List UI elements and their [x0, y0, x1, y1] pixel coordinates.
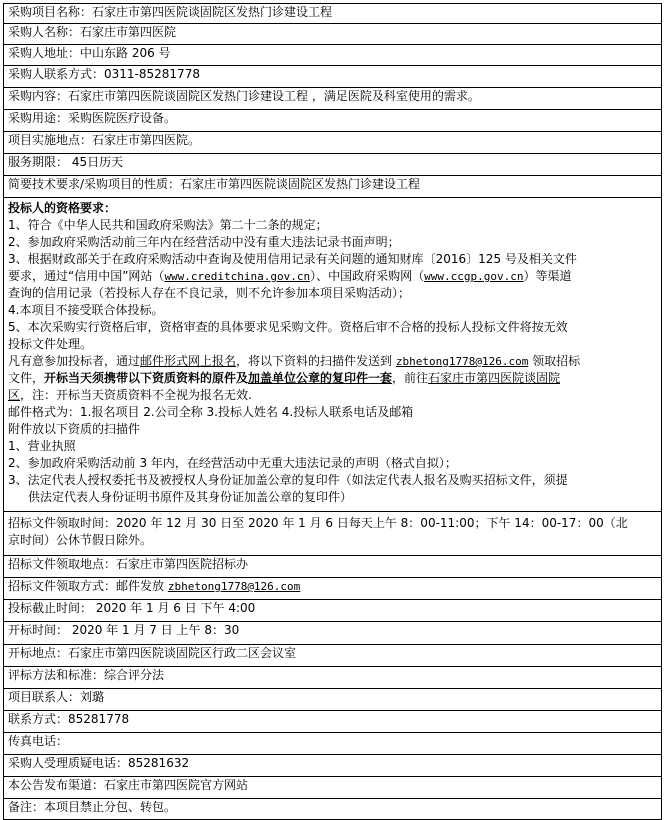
- attachment-item: 3、法定代表人授权委托书及被授权人身份证加盖公章的复印件（如法定代表人报名及购买招标文件，须提: [8, 473, 568, 487]
- field-label: 备注：: [8, 800, 45, 814]
- field-value: 45日历天: [68, 155, 124, 169]
- text-fragment: 加盖单位公章的复印件一套: [248, 371, 393, 385]
- qualification-heading: 投标人的资格要求：: [8, 201, 117, 215]
- field-value: 石家庄市第四医院谈固院区发热门诊建设工程: [92, 5, 333, 19]
- row-purchaser-address: [4, 45, 662, 66]
- row-bid-opening-place: [4, 645, 662, 667]
- qualification-item: 2、参加政府采购活动前三年内在经营活动中没有重大违法记录书面声明；: [8, 235, 400, 249]
- table-row: [4, 622, 662, 645]
- row-purchaser-name: [4, 24, 662, 45]
- row-doc-collection-time: [4, 512, 662, 556]
- field-label: 投标截止时间：: [8, 601, 93, 615]
- field-value: 刘璐: [80, 690, 105, 704]
- table-row: [4, 154, 662, 176]
- field-label: 开标地点：: [8, 646, 69, 660]
- text-fragment: ）、中国政府采购网（: [310, 269, 425, 283]
- bidder-qualification-section: [4, 198, 662, 512]
- row-implementation-site: [4, 132, 662, 154]
- table-row: [4, 777, 662, 799]
- field-label: 项目联系人：: [8, 690, 81, 704]
- qualification-item: 查询的信用记录（若投标人存在不良记录，则不允许参加本项目采购活动）；: [8, 286, 411, 300]
- field-label: 采购内容：: [8, 89, 69, 103]
- field-value: 石家庄市第四医院谈固院区发热门诊建设工程: [180, 177, 421, 191]
- mail-format: 邮件格式为：1.报名项目 2.公司全称 3.投标人姓名 4.投标人联系电话及邮箱: [8, 405, 414, 419]
- table-row: [4, 689, 662, 711]
- field-value: 85281632: [128, 756, 190, 770]
- row-bid-deadline: [4, 600, 662, 622]
- table-row: [4, 799, 662, 820]
- field-value: 京时间）公休节假日除外。: [8, 533, 153, 547]
- text-fragment: ，前往: [392, 371, 429, 385]
- table-row: [4, 645, 662, 667]
- field-label: 采购人受理质疑电话：: [8, 756, 129, 770]
- field-value: 石家庄市第四医院: [80, 25, 177, 39]
- field-value: 2020 年 1 月 6 日 下午 4:00: [92, 601, 256, 615]
- field-value: 石家庄市第四医院。: [92, 133, 201, 147]
- qualification-item: 5、本次采购实行资格后审，资格审查的具体要求见采购文件。资格后审不合格的投标人投标文件将按无效: [8, 320, 568, 334]
- table-row: [4, 733, 662, 755]
- text-fragment: 要求，通过“信用中国”网站（: [8, 269, 165, 283]
- row-fax: [4, 733, 662, 755]
- text-fragment: 凡有意参加投标者，通过: [8, 354, 141, 368]
- field-value: 85281778: [68, 712, 130, 726]
- field-value: 2020 年 12 月 30 日至 2020 年 1 月 6 日每天上午 8：00-11:00；下午 14：00-17：00（北: [116, 516, 628, 530]
- row-procurement-purpose: [4, 110, 662, 132]
- table-row: [4, 578, 662, 600]
- table-row: [4, 711, 662, 733]
- field-value: 综合评分法: [104, 668, 165, 682]
- row-contact-phone: [4, 711, 662, 733]
- row-procurement-content: [4, 88, 662, 110]
- field-label: 服务期限：: [8, 155, 69, 169]
- table-row: [4, 176, 662, 198]
- field-value: 本项目禁止分包、转包。: [44, 800, 177, 814]
- field-label: 本公告发布渠道：: [8, 778, 105, 792]
- row-project-name: [4, 4, 662, 24]
- field-label: 采购项目名称：: [8, 5, 93, 19]
- text-fragment: 开标当天须携带以下资质资料的原件及: [44, 371, 249, 385]
- table-row: [4, 24, 662, 45]
- row-service-period: [4, 154, 662, 176]
- table-row: [4, 512, 662, 556]
- field-value: 石家庄市第四医院谈固院区行政二区会议室: [68, 646, 297, 660]
- doc-email-link[interactable]: zbhetong1778@126.com: [167, 580, 301, 593]
- field-label: 招标文件领取时间：: [8, 516, 117, 530]
- attachment-item: 供法定代表人身份证明书原件及其身份证加盖公章的复印件）: [28, 490, 353, 504]
- field-value: 采购医院医疗设备。: [68, 111, 177, 125]
- field-label: 采购用途：: [8, 111, 69, 125]
- ccgp-link[interactable]: www.ccgp.gov.cn: [424, 270, 524, 283]
- qualification-item: 3、根据财政部关于在政府采购活动中查询及使用信用记录有关问题的通知财库〔2016〕125 号及相关文件: [8, 252, 577, 266]
- field-label: 联系方式：: [8, 712, 69, 726]
- field-label: 采购人联系方式：: [8, 67, 105, 81]
- table-row: [4, 110, 662, 132]
- qualification-item: [8, 268, 657, 285]
- field-label: 招标文件领取地点：: [8, 557, 117, 571]
- table-row: [4, 4, 662, 24]
- email-registration-link[interactable]: 邮件形式网上报名: [140, 354, 237, 368]
- field-label: 采购人名称：: [8, 25, 81, 39]
- qualification-item: 投标文件处理。: [8, 337, 93, 351]
- row-evaluation-method: [4, 667, 662, 689]
- text-fragment: 文件，: [8, 371, 45, 385]
- procurement-announcement-table: [3, 3, 662, 820]
- text-fragment: 区: [8, 388, 21, 402]
- attachment-heading: 附件放以下资质的扫描件: [8, 422, 141, 436]
- text-fragment: ，将以下资料的扫描件发送到: [236, 354, 396, 368]
- field-label: 开标时间：: [8, 623, 69, 637]
- registration-instruction: [8, 387, 657, 404]
- table-row: [4, 66, 662, 88]
- row-contact-person: [4, 689, 662, 711]
- row-technical-requirements: [4, 176, 662, 198]
- row-bid-opening-time: [4, 622, 662, 645]
- table-row: [4, 198, 662, 512]
- field-value: 石家庄市第四医院招标办: [116, 557, 249, 571]
- text-fragment: ，注：开标当天资质资料不全视为报名无效.: [20, 388, 252, 402]
- field-label: 项目实施地点：: [8, 133, 93, 147]
- qualification-item: 1、符合《中华人民共和国政府采购法》第二十二条的规定；: [8, 218, 328, 232]
- text-fragment: ）等渠道: [523, 269, 572, 283]
- field-line: [8, 515, 657, 532]
- creditchina-link[interactable]: www.creditchina.gov.cn: [164, 270, 311, 283]
- registration-instruction: [8, 370, 657, 387]
- text-fragment: 领取招标: [528, 354, 581, 368]
- field-label: 招标文件领取方式：: [8, 579, 117, 593]
- field-value: 2020 年 1 月 7 日 上午 8：30: [68, 623, 240, 637]
- table-row: [4, 600, 662, 622]
- field-label: 简要技术要求/采购项目的性质：: [8, 177, 181, 191]
- table-row: [4, 45, 662, 66]
- table-row: [4, 88, 662, 110]
- field-value: 中山东路 206 号: [80, 46, 171, 60]
- field-label: 评标方法和标准：: [8, 668, 105, 682]
- row-doc-collection-method: [4, 578, 662, 600]
- row-purchaser-contact: [4, 66, 662, 88]
- field-value: 石家庄市第四医院官方网站: [104, 778, 249, 792]
- row-complaint-phone: [4, 755, 662, 777]
- table-row: [4, 132, 662, 154]
- table-row: [4, 556, 662, 578]
- row-doc-collection-place: [4, 556, 662, 578]
- qualification-item: 4.本项目不接受联合体投标。: [8, 303, 164, 317]
- registration-email-link[interactable]: zbhetong1778@126.com: [395, 355, 529, 368]
- row-publish-channel: [4, 777, 662, 799]
- field-label: 采购人地址：: [8, 46, 81, 60]
- attachment-item: 1、营业执照: [8, 439, 76, 453]
- field-value: 石家庄市第四医院谈固院区发热门诊建设工程 ，满足医院及科室使用的需求。: [68, 89, 480, 103]
- registration-instruction: [8, 353, 657, 370]
- row-remarks: [4, 799, 662, 820]
- field-value: 0311-85281778: [104, 67, 200, 81]
- attachment-item: 2、参加政府采购活动前 3 年内，在经营活动中无重大违法记录的声明（格式自拟）；: [8, 456, 457, 470]
- table-row: [4, 667, 662, 689]
- table-row: [4, 755, 662, 777]
- text-fragment: 石家庄市第四医院谈固院: [428, 371, 561, 385]
- field-label: 传真电话：: [8, 734, 69, 748]
- field-value: 邮件发放: [116, 579, 168, 593]
